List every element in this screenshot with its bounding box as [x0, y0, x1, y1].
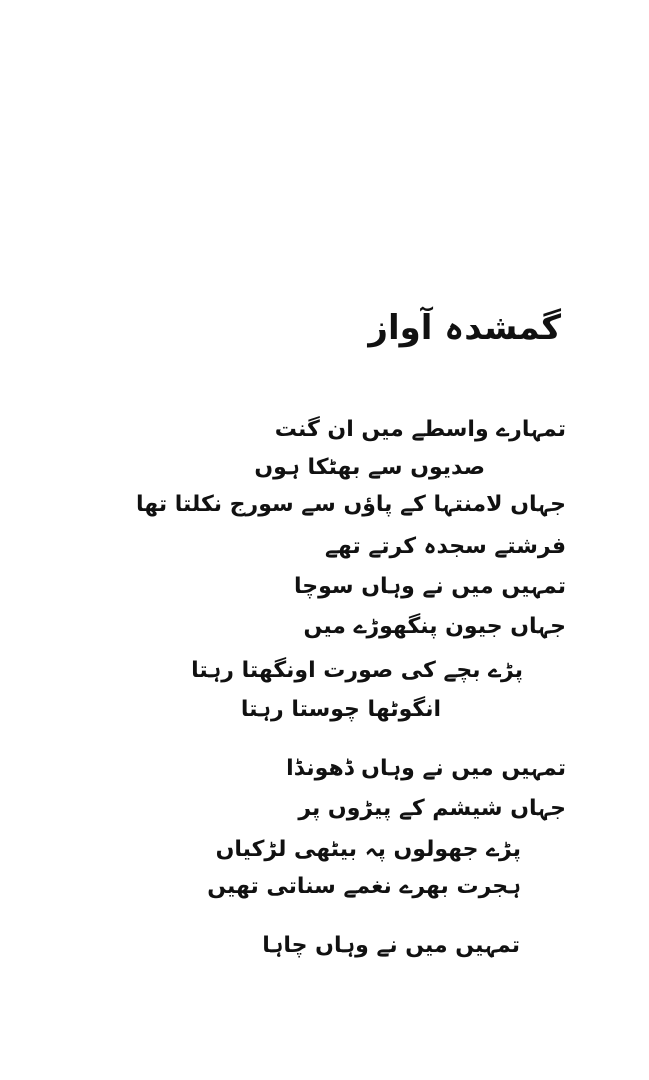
- poem-line-1: تمہارے واسطے میں ان گنت: [274, 417, 566, 442]
- poem-line-12: ہجرت بھرے نغمے سناتی تھیں: [207, 874, 521, 899]
- poem-line-7: پڑے بچے کی صورت اونگھتا رہتا: [191, 658, 523, 683]
- poem-line-11: پڑے جھولوں پہ بیٹھی لڑکیاں: [215, 837, 521, 862]
- poem-line-10: جہاں شیشم کے پیڑوں پر: [298, 796, 566, 821]
- poem-line-3: جہاں لامنتہا کے پاؤں سے سورج نکلتا تھا: [136, 492, 566, 517]
- poem-line-13: تمہیں میں نے وہاں چاہا: [262, 933, 520, 958]
- poem-line-9: تمہیں میں نے وہاں ڈھونڈا: [286, 756, 566, 781]
- poem-title: گمشدہ آواز: [368, 308, 561, 348]
- poem-line-6: جہاں جیون پنگھوڑے میں: [303, 614, 566, 639]
- poem-line-2: صدیوں سے بھٹکا ہوں: [254, 455, 485, 480]
- poem-line-4: فرشتے سجدہ کرتے تھے: [325, 534, 566, 559]
- poem-line-5: تمہیں میں نے وہاں سوچا: [293, 574, 566, 599]
- poem-line-8: انگوٹھا چوستا رہتا: [240, 697, 441, 722]
